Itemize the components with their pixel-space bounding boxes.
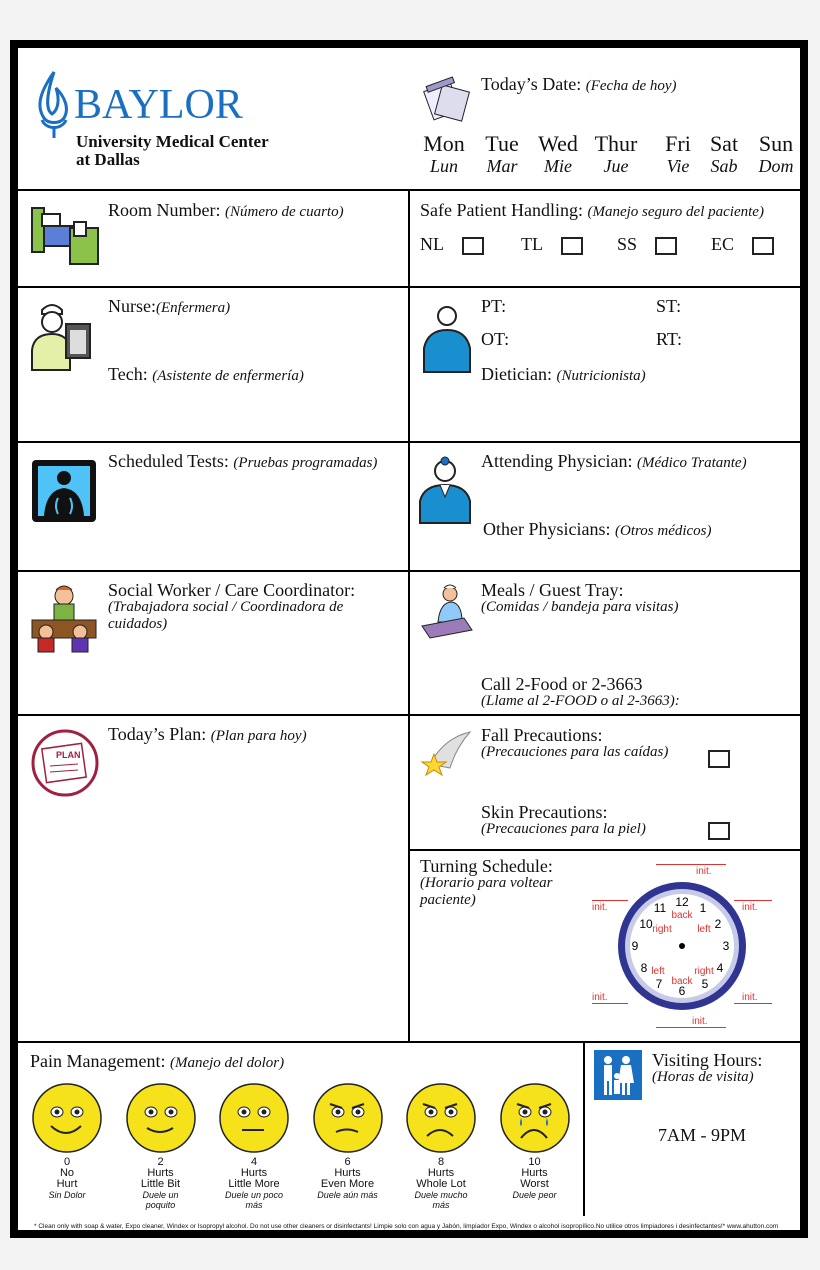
day-en: Wed [538,131,578,156]
meals-call: Call 2-Food or 2-3663 [481,674,643,694]
star-icon [420,728,474,783]
face-line2: Worst [520,1178,549,1190]
face-number: 0 [63,1156,71,1168]
clock-back-top: back [671,910,693,921]
day-es: Sab [710,156,738,176]
safe-option-2[interactable] [617,234,677,255]
divider [583,1041,585,1216]
visiting-label: Visiting Hours: [652,1050,763,1070]
bed-icon [28,200,100,275]
face-es: Duele un poquito [142,1190,179,1210]
clock-back-bottom: back [671,976,693,987]
cleaning-footer: * Clean only with soap & water, Expo cleaner, Windex or Isopropyl alcohol. Do not use other cleaners or disinfectants! Limpie solo con agua y Jabón, limpiador Expo, Windex o alcohol isopropílico.No utilice otros limpiadores i desinfectantes!* www.ahutton.com [34,1223,779,1230]
whiteboard [18,48,800,1230]
face-icon [218,1082,290,1154]
divider [408,189,410,1042]
safe-option-checkbox[interactable] [561,237,583,255]
pain-face-10[interactable] [490,1082,580,1200]
face-number: 8 [437,1156,445,1168]
calendar-icon [422,76,472,131]
init-top: init. [656,864,726,877]
room-number-label: Room Number: (Número de cuarto) [108,200,344,220]
safe-option-label: TL [521,234,543,254]
face-icon [125,1082,197,1154]
face-icon [312,1082,384,1154]
face-line2: Whole Lot [416,1178,466,1190]
face-number: 4 [250,1156,258,1168]
safe-option-label: EC [711,234,735,254]
init-lower-left: init. [592,992,628,1004]
pain-face-4[interactable] [209,1082,299,1210]
fall-checkbox[interactable] [708,750,730,768]
divider [409,849,800,851]
meals-call-es: (Llame al 2-FOOD o al 2-3663): [481,693,680,709]
pt-label: PT: [481,296,507,316]
face-line1: Hurts [334,1167,361,1179]
meals-label-es: (Comidas / bandeja para visitas) [481,599,679,615]
social-worker-icon [28,582,100,661]
svg-text:5: 5 [701,977,709,991]
face-number: 6 [344,1156,351,1168]
face-line2: Little Bit [140,1178,181,1190]
social-worker-label-es: (Trabajadora social / Coordinadora de cuidados) [108,599,344,632]
safe-option-label: SS [617,234,638,254]
face-line1: No [59,1167,75,1179]
pain-label: Pain Management: (Manejo del dolor) [30,1051,285,1071]
plan-icon-text: PLAN [56,750,81,760]
date-label-es: (Fecha de hoy) [585,78,677,94]
pain-face-8[interactable] [396,1082,486,1210]
svg-text:4: 4 [716,961,724,975]
face-line2: Hurt [56,1178,78,1190]
xray-icon [30,458,98,529]
date-label-en: Today’s Date: [481,74,582,94]
skin-checkbox[interactable] [708,822,730,840]
visiting-hours: 7AM - 9PM [658,1125,747,1145]
day-es: Lun [429,156,458,176]
rt-label: RT: [656,329,683,349]
meals-icon [420,582,474,647]
day-0[interactable] [414,132,474,176]
turning-label-es: (Horario para voltear paciente) [420,875,553,908]
day-en: Sat [709,131,739,156]
whiteboard-frame [10,40,808,1238]
svg-text:3: 3 [722,939,730,953]
fall-label: Fall Precautions: [481,725,603,745]
tech-label: Tech: (Asistente de enfermería) [108,364,304,384]
attending-physician-label: Attending Physician: (Médico Tratante) [481,451,747,471]
svg-text:8: 8 [640,961,648,975]
face-icon [499,1082,571,1154]
turning-label: Turning Schedule: [420,856,553,876]
day-es: Jue [603,156,629,176]
turning-clock [614,878,750,1019]
face-icon [405,1082,477,1154]
day-2[interactable] [528,132,588,176]
day-en: Tue [485,131,519,156]
face-line2: Little More [228,1178,280,1190]
svg-text:2: 2 [714,917,722,931]
skin-label: Skin Precautions: [481,802,608,822]
day-en: Fri [665,131,691,156]
safe-handling-label: Safe Patient Handling: (Manejo seguro del paciente) [420,200,764,220]
face-line1: Hurts [240,1167,268,1179]
social-worker-label: Social Worker / Care Coordinator: [108,580,356,600]
clock-left-bottom: left [651,966,665,977]
init-upper-right: init. [734,900,772,913]
other-physicians-label: Other Physicians: (Otros médicos) [483,519,712,539]
clock-right-top: right [652,924,672,935]
face-line1: Hurts [427,1167,455,1179]
plan-icon [30,728,100,803]
safe-option-3[interactable] [711,234,774,255]
init-lower-right: init. [734,992,772,1004]
plan-label: Today’s Plan: (Plan para hoy) [108,724,307,744]
safe-option-checkbox[interactable] [462,237,484,255]
fall-label-es: (Precauciones para las caídas) [481,744,669,760]
init-upper-left: init. [592,900,628,913]
pain-face-6[interactable] [303,1082,393,1200]
day-1[interactable] [472,132,532,176]
st-label: ST: [656,296,682,316]
flame-icon [30,70,78,140]
logo-line1: University Medical Center [76,132,269,151]
safe-option-1[interactable] [521,234,583,255]
safe-option-label: NL [420,234,444,254]
day-es: Mie [544,156,572,176]
therapist-icon [420,298,474,379]
safe-option-checkbox[interactable] [655,237,677,255]
logo-name: BAYLOR [74,82,243,128]
face-line1: Hurts [521,1167,548,1179]
face-es: Duele aún más [317,1190,378,1200]
skin-label-es: (Precauciones para la piel) [481,821,646,837]
svg-text:1: 1 [699,901,707,915]
pain-face-0[interactable] [22,1082,112,1200]
face-line2: Even More [320,1178,375,1190]
day-es: Mar [486,156,518,176]
dietician-label: Dietician: (Nutricionista) [481,364,646,384]
face-es: Sin Dolor [48,1190,86,1200]
day-en: Mon [423,131,465,156]
svg-text:10: 10 [639,917,653,931]
date-label [481,74,677,96]
clock-left-top: left [697,924,711,935]
meals-label: Meals / Guest Tray: [481,580,624,600]
day-3[interactable] [586,132,646,176]
svg-text:12: 12 [675,895,689,909]
day-6[interactable] [746,132,806,176]
safe-option-checkbox[interactable] [752,237,774,255]
svg-text:9: 9 [631,939,639,953]
init-bottom: init. [656,1016,726,1028]
day-en: Sun [758,131,794,156]
face-icon [31,1082,103,1154]
pain-face-2[interactable] [116,1082,206,1210]
day-es: Dom [758,156,794,176]
day-es: Vie [666,156,690,176]
visiting-label-es: (Horas de visita) [652,1069,754,1085]
face-number: 2 [157,1156,164,1168]
family-icon [594,1050,642,1105]
nurse-icon [28,298,100,379]
baylor-logo [30,70,269,169]
svg-text:6: 6 [678,984,686,998]
ot-label: OT: [481,329,510,349]
svg-text:7: 7 [655,977,663,991]
face-number: 10 [528,1156,541,1168]
physician-icon [418,453,474,530]
clock-right-bottom: right [694,966,714,977]
face-line1: Hurts [147,1167,174,1179]
logo-line2: at Dallas [76,150,140,169]
nurse-label: Nurse:(Enfermera) [108,296,231,316]
scheduled-tests-label: Scheduled Tests: (Pruebas programadas) [108,451,378,471]
face-es: Duele peor [512,1190,557,1200]
face-es: Duele mucho más [414,1190,468,1210]
day-5[interactable] [694,132,754,176]
svg-text:11: 11 [653,901,667,915]
safe-option-0[interactable] [420,234,484,255]
day-en: Thur [594,131,638,156]
face-es: Duele un poco más [224,1190,284,1210]
